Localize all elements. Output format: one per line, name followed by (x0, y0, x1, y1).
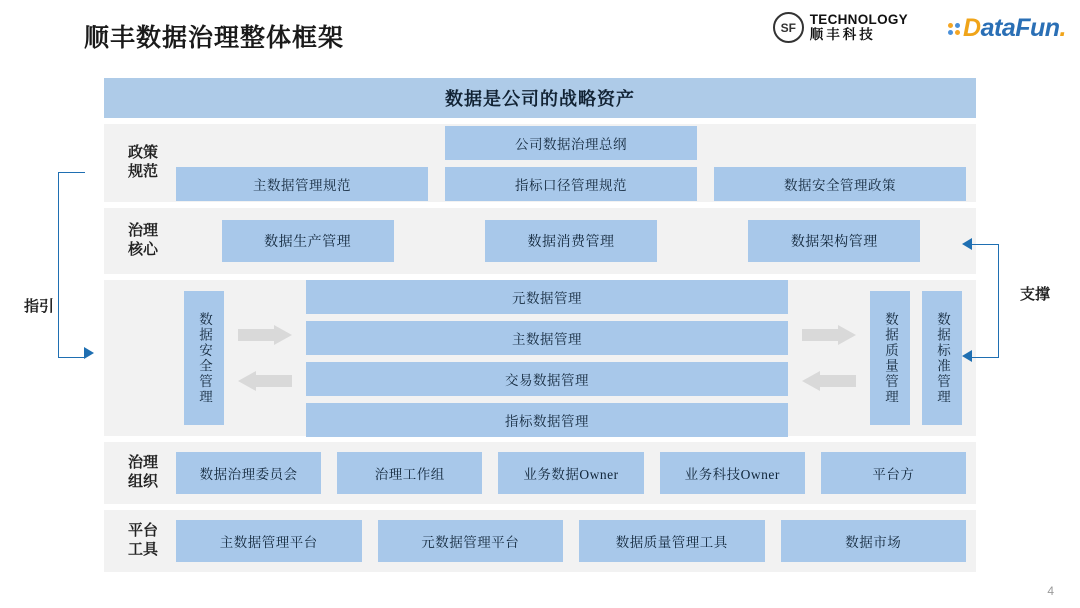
chip-transaction-data-mgmt[interactable]: 交易数据管理 (306, 362, 788, 396)
chip-metric-definition-standard[interactable]: 指标口径管理规范 (445, 167, 697, 201)
center-stack (306, 280, 788, 437)
chip-governance-workgroup[interactable]: 治理工作组 (337, 452, 482, 494)
arrow-right-icon-2 (802, 325, 856, 345)
chip-data-marketplace[interactable]: 数据市场 (781, 520, 967, 562)
datafun-logo (948, 14, 1066, 43)
left-bracket-label: 指引 (23, 299, 54, 315)
row-organization-label: 治理 组织 (127, 455, 158, 490)
row-organization (104, 442, 976, 504)
row-policy (104, 124, 976, 202)
framework-banner (104, 78, 976, 118)
right-vertical-group (870, 291, 962, 425)
chip-master-data-mgmt[interactable]: 主数据管理 (306, 321, 788, 355)
chip-data-security-mgmt-vertical[interactable]: 数据安全管理 (184, 291, 224, 425)
right-bracket-label: 支撑 (1019, 287, 1050, 303)
right-bracket-arrow-top-icon (962, 238, 972, 250)
sf-technology-logo (773, 12, 908, 43)
row-core (104, 208, 976, 274)
arrow-right-icon (238, 325, 292, 345)
chip-master-data-platform[interactable]: 主数据管理平台 (176, 520, 362, 562)
chip-policy-overall[interactable]: 公司数据治理总纲 (445, 126, 697, 160)
chip-metadata-platform[interactable]: 元数据管理平台 (378, 520, 564, 562)
chip-data-quality-mgmt-vertical[interactable]: 数据质量管理 (870, 291, 910, 425)
chip-data-security-policy[interactable]: 数据安全管理政策 (714, 167, 966, 201)
row-platform-tools (104, 510, 976, 572)
arrow-left-icon (238, 371, 292, 391)
chip-business-tech-owner[interactable]: 业务科技Owner (660, 452, 805, 494)
chip-platform-party[interactable]: 平台方 (821, 452, 966, 494)
right-bracket (972, 244, 999, 358)
chip-data-consumption-mgmt[interactable]: 数据消费管理 (485, 220, 657, 262)
chip-data-production-mgmt[interactable]: 数据生产管理 (222, 220, 394, 262)
arrow-group-left (238, 325, 292, 391)
left-bracket (58, 172, 85, 358)
row-center-domains (104, 280, 976, 436)
row-platform-tools-label: 平台 工具 (127, 523, 158, 558)
chip-data-quality-tool[interactable]: 数据质量管理工具 (579, 520, 765, 562)
chip-data-architecture-mgmt[interactable]: 数据架构管理 (748, 220, 920, 262)
sf-logo-line2: 顺丰科技 (809, 26, 876, 42)
chip-metric-data-mgmt[interactable]: 指标数据管理 (306, 403, 788, 437)
arrow-left-icon-2 (802, 371, 856, 391)
right-bracket-arrow-bottom-icon (962, 350, 972, 362)
chip-master-data-standard[interactable]: 主数据管理规范 (176, 167, 428, 201)
chip-data-governance-committee[interactable]: 数据治理委员会 (176, 452, 321, 494)
chip-business-data-owner[interactable]: 业务数据Owner (498, 452, 643, 494)
datafun-dots-icon (948, 23, 960, 35)
framework-diagram (104, 78, 976, 572)
row-core-label: 治理 核心 (127, 223, 158, 258)
left-bracket-arrow-icon (84, 347, 94, 359)
sf-badge-icon: SF (773, 12, 804, 43)
datafun-rest: ataFun (980, 14, 1060, 42)
datafun-dot: . (1059, 14, 1066, 42)
row-policy-label: 政策 规范 (127, 145, 158, 180)
datafun-wordmark (963, 14, 1066, 43)
sf-logo-line1: TECHNOLOGY (809, 11, 908, 27)
framework-banner-label: 数据是公司的战略资产 (445, 89, 635, 109)
datafun-d: D (963, 14, 981, 42)
arrow-group-right (802, 325, 856, 391)
chip-data-standard-mgmt-vertical[interactable]: 数据标准管理 (922, 291, 962, 425)
page-title: 顺丰数据治理整体框架 (84, 25, 345, 52)
page-number: 4 (1047, 584, 1054, 598)
chip-metadata-mgmt[interactable]: 元数据管理 (306, 280, 788, 314)
